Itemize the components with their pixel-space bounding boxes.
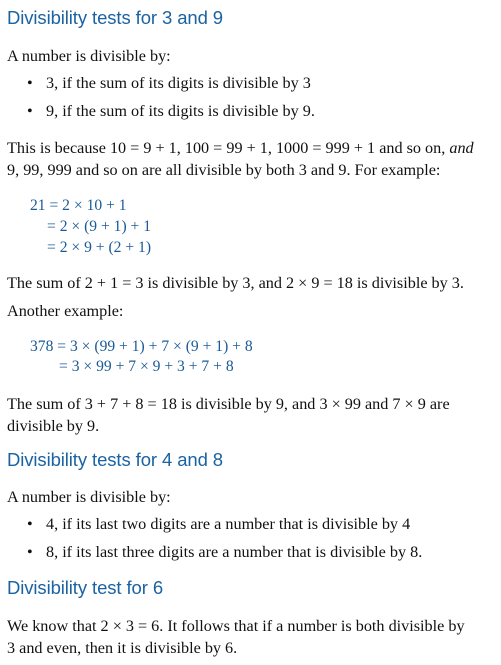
- bullet-text: 8, if its last three digits are a number that is divisible by 8.: [46, 543, 423, 561]
- bullet-text: 3, if the sum of its digits is divisible by 3: [46, 74, 311, 92]
- bullet-icon: •: [27, 543, 33, 561]
- bullet-icon: •: [27, 74, 33, 92]
- example1-line-2: = 2 × (9 + 1) + 1: [47, 218, 152, 235]
- example2-conclusion: [7, 393, 495, 437]
- example2-line-2: = 3 × 99 + 7 × 9 + 3 + 7 + 8: [59, 358, 234, 375]
- example2-conclusion-line-2: divisible by 9.: [7, 417, 100, 435]
- section3-body-line-1: We know that 2 × 3 = 6. It follows that if a number is both divisible by: [7, 617, 465, 635]
- section-heading-4-and-8: Divisibility tests for 4 and 8: [7, 449, 224, 470]
- section3-body: [7, 615, 495, 659]
- another-example-label: Another example:: [7, 302, 124, 320]
- example2-conclusion-line-1: The sum of 3 + 7 + 8 = 18 is divisible by 9, and 3 × 99 and 7 × 9 are: [7, 395, 450, 413]
- bullet-text: 9, if the sum of its digits is divisible by 9.: [46, 102, 315, 120]
- section-heading-6: Divisibility test for 6: [7, 577, 164, 598]
- explanation-line-2: 9, 99, 999 and so on are all divisible by both 3 and 9. For example:: [7, 161, 441, 179]
- section2-intro: A number is divisible by:: [7, 488, 171, 506]
- bullet-icon: •: [27, 515, 33, 533]
- section3-body-line-2: 3 and even, then it is divisible by 6.: [7, 639, 238, 657]
- section-heading-3-and-9: Divisibility tests for 3 and 9: [7, 7, 224, 28]
- bullet-icon: •: [27, 102, 33, 120]
- explanation-line-1: This is because 10 = 9 + 1, 100 = 99 + 1, 1000 = 999 + 1 and so on, and: [7, 139, 474, 157]
- example1-conclusion: The sum of 2 + 1 = 3 is divisible by 3, and 2 × 9 = 18 is divisible by 3.: [7, 274, 464, 292]
- bullet-text: 4, if its last two digits are a number that is divisible by 4: [46, 515, 411, 533]
- section1-explanation: [7, 137, 495, 181]
- example1-line-1: 21 = 2 × 10 + 1: [30, 197, 127, 214]
- example1-line-3: = 2 × 9 + (2 + 1): [47, 239, 152, 256]
- example2-line-1: 378 = 3 × (99 + 1) + 7 × (9 + 1) + 8: [30, 338, 253, 355]
- section1-intro: A number is divisible by:: [7, 47, 171, 65]
- emphasis-and: and: [449, 139, 474, 157]
